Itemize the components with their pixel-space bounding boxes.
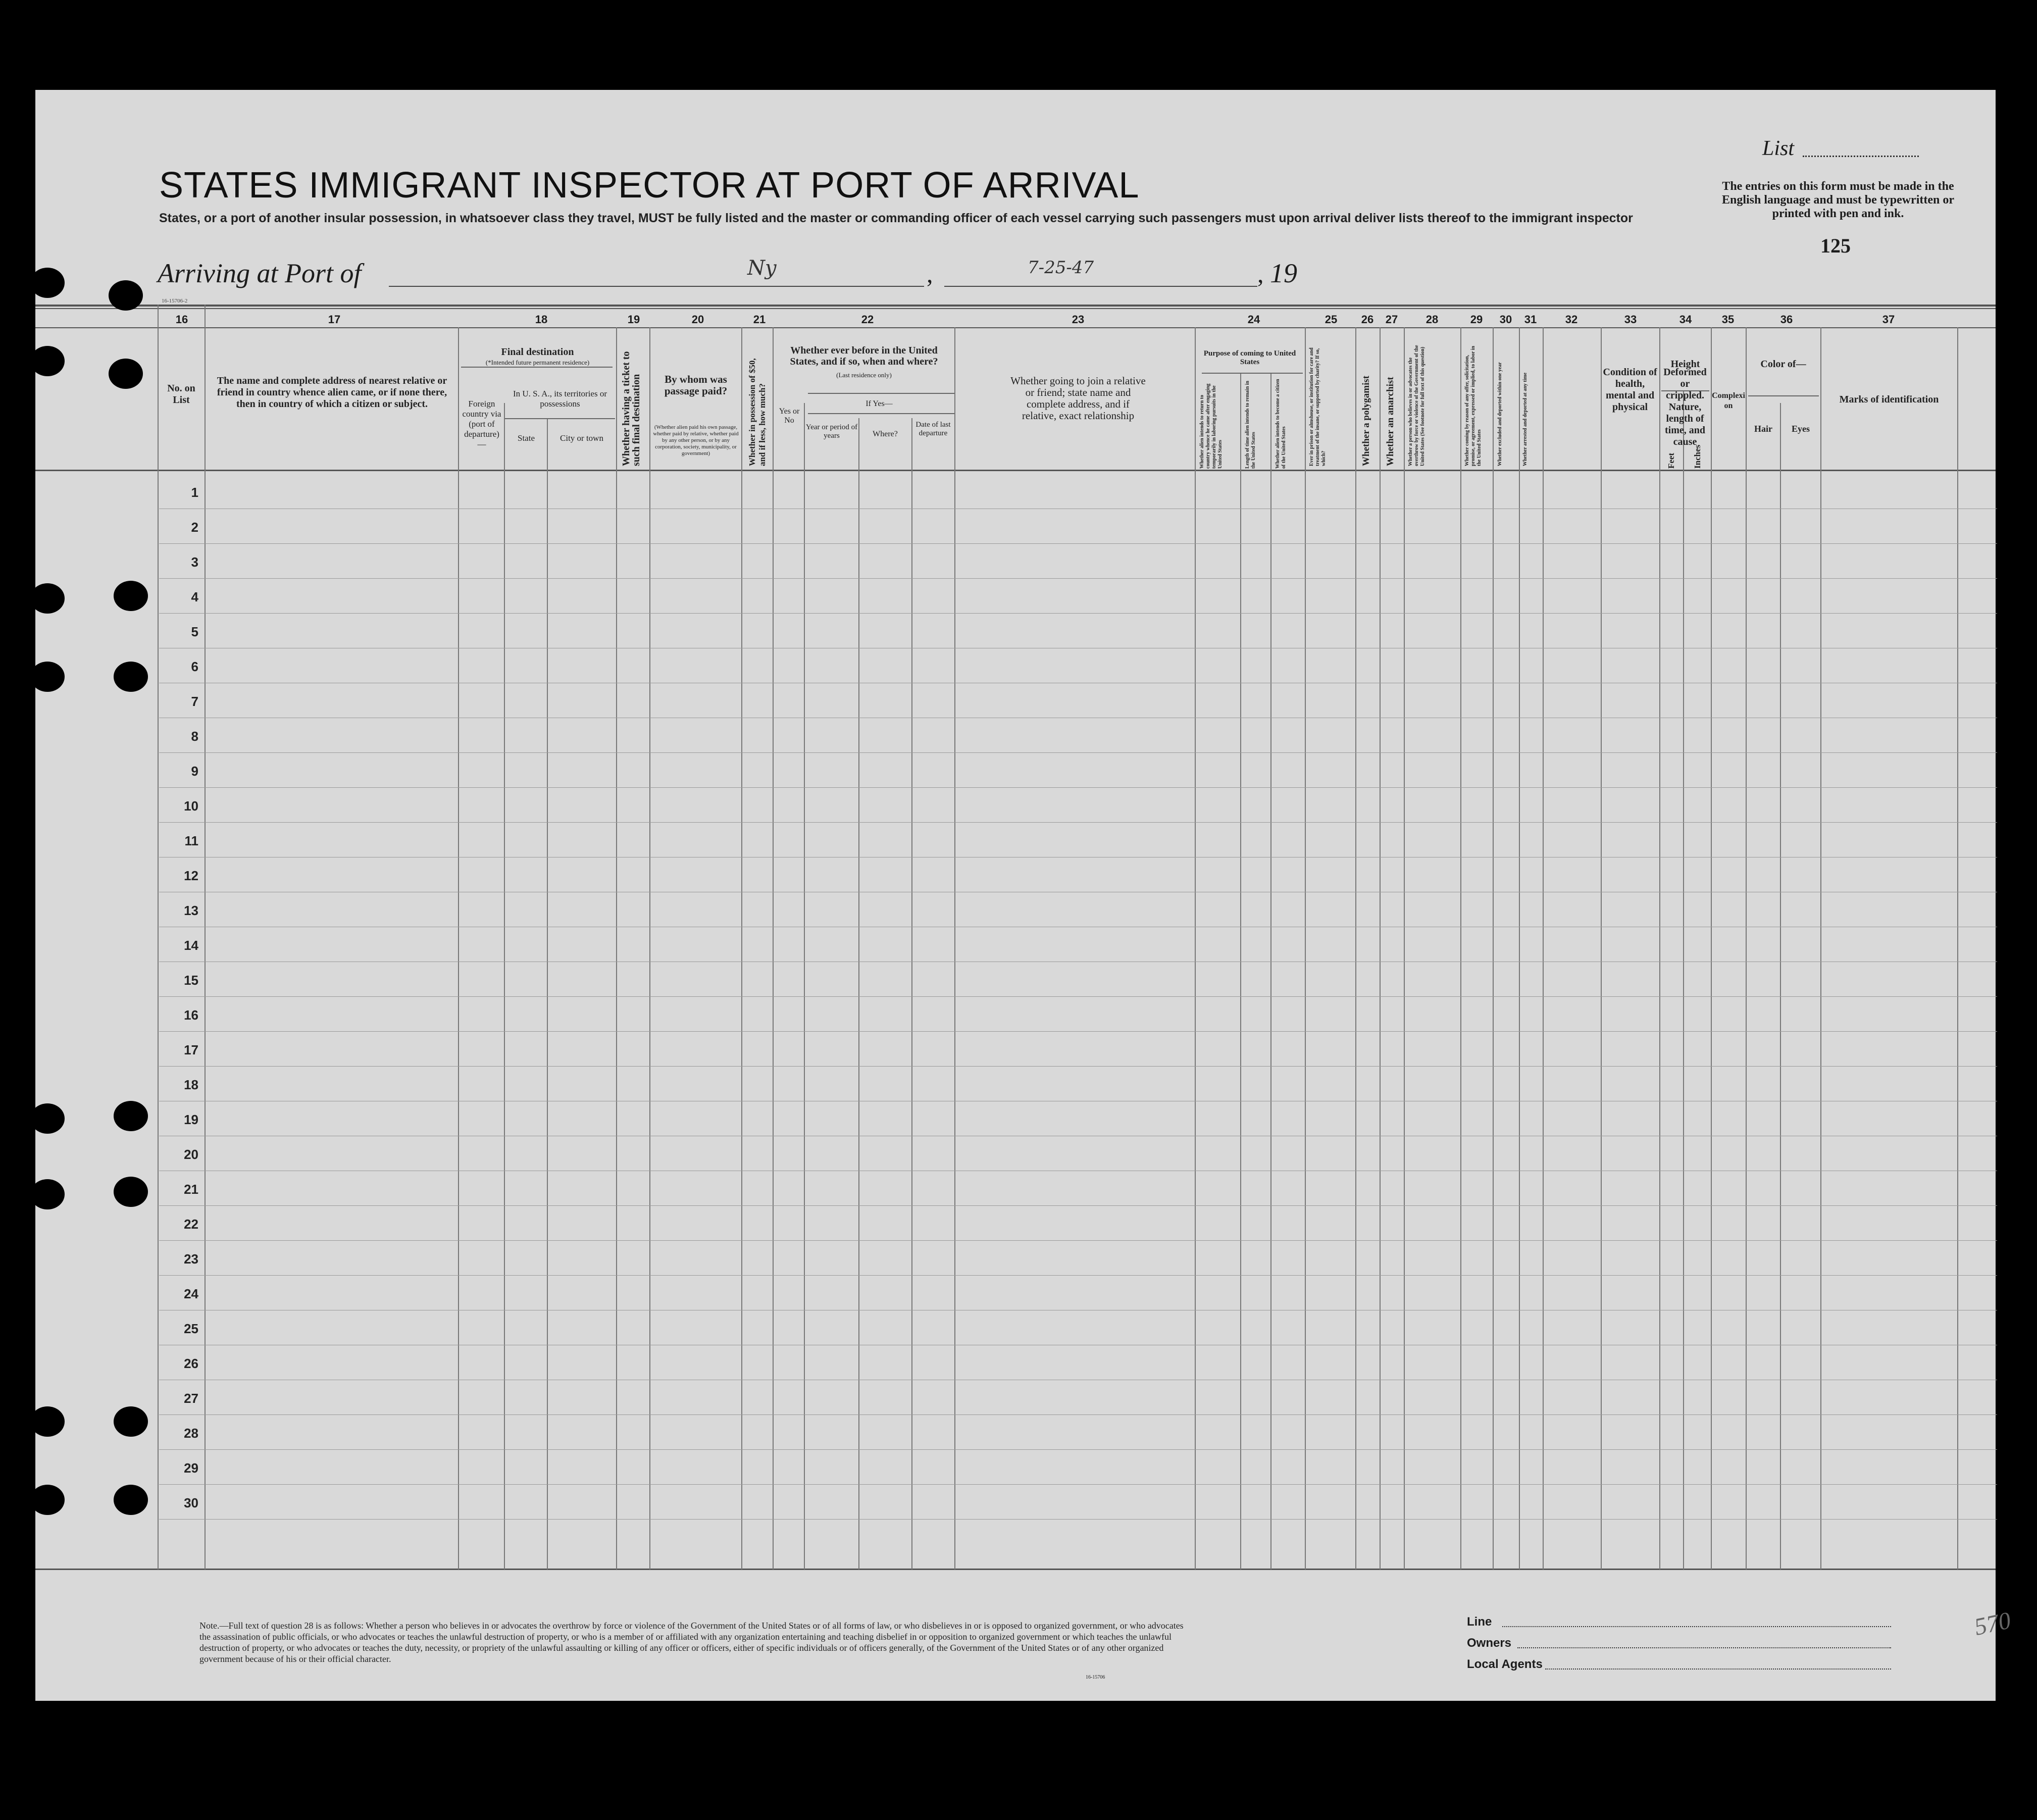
header-polygamist: Whether a polygamist [1361,375,1371,466]
row-number: 22 [184,1217,198,1232]
table-bottom-rule [35,1569,1996,1570]
row-rule [159,578,1997,579]
footnote-question-28: Note.—Full text of question 28 is as follows: Whether a person who believes in or advocates the overthrow by force or violence of the Government of the United States or of all forms of law, or who disbelieves in or is opposed to organized government, or who advocates the assassination of public officials, or who advocates or teaches the unlawful destruction of property, or who is a member of or affiliated with any organization entertaining and teaching disbelief in or opposition to organized government or which teaches the unlawful destruction of property, or who advocates or teaches the duty, necessity, or propriety of the unlawful assaulting or killing of any officer or officers, either of specific individuals or of officers generally, of the Government of the United States or of any other organized government because of his or their official character. [199,1621,1184,1664]
row-rule [159,1484,1997,1485]
vline [1380,327,1381,1570]
date-handwritten: 7-25-47 [1028,258,1094,278]
header-foreign-country: Foreign country via (port of departure)— [462,399,501,449]
row-rule [159,1240,1997,1241]
subrule [461,367,613,368]
header-yes-no: Yes or No [779,407,800,425]
header-final-destination: Final destination [501,346,574,358]
date-field[interactable] [944,286,1257,287]
vline [616,327,617,1570]
header-feet: Feet [1666,452,1676,469]
colnum-29: 29 [1470,313,1483,326]
subrule [1748,395,1819,396]
subrule [505,418,615,419]
row-number: 19 [184,1112,198,1127]
row-rule [159,1449,1997,1450]
row-rule [159,787,1997,788]
form-code-bottom: 16-15706 [1086,1675,1105,1680]
vline [649,327,650,1570]
header-color-of: Color of— [1760,359,1806,370]
header-passage-paid: By whom was passage paid? [664,373,728,397]
vline [911,418,912,1570]
owners-label: Owners [1467,1636,1512,1650]
punch-hole [30,1179,65,1209]
row-rule [159,1066,1997,1067]
header-year-period: Year or period of years [805,423,858,440]
punch-hole [114,1101,148,1131]
row-number: 2 [191,520,198,535]
line-label: Line [1467,1615,1492,1629]
vline [1543,327,1544,1570]
vline [1659,327,1660,1570]
header-going-to-join: Whether going to join a relative or friend; state name and complete address, and if relative, exact relationship [1010,375,1146,422]
header-final-destination-note: (*Intended future permanent residence) [485,359,590,366]
row-number: 29 [184,1460,198,1476]
punch-hole [30,268,65,298]
colnum-24: 24 [1247,313,1260,326]
colnum-23: 23 [1072,313,1085,326]
row-number: 30 [184,1495,198,1510]
vline [954,327,955,1570]
list-number-field[interactable] [1803,156,1919,157]
header-rule-top [35,305,1996,307]
header-overthrow: Whether a person who believes in or advocates the overthrow by force or violence of the Government of the United States (See footnote for full text of this question) [1408,345,1425,466]
subrule [808,413,954,414]
punch-hole [114,1485,148,1515]
row-rule [159,1275,1997,1276]
vline [1404,327,1405,1570]
row-number: 5 [191,624,198,639]
row-number: 3 [191,554,198,570]
row-number: 24 [184,1286,198,1301]
manifest-sheet [35,90,2013,1701]
punch-hole [114,1177,148,1207]
vline [1957,327,1958,1570]
vline [1270,373,1271,1570]
header-where: Where? [873,430,898,438]
colnum-18: 18 [535,313,548,326]
colnum-20: 20 [691,313,704,326]
colnum-30: 30 [1499,313,1512,326]
vline [1519,327,1520,1570]
vline [858,418,859,1570]
colnum-21: 21 [753,313,766,326]
row-number: 27 [184,1391,198,1406]
header-fifty-dollars: Whether in possession of $50, and if less, how much? [747,358,767,466]
colnum-rule [35,327,1996,328]
vline [1820,327,1821,1570]
punch-hole [114,662,148,692]
row-number: 12 [184,868,198,883]
row-number: 17 [184,1042,198,1057]
page-number: 125 [1820,234,1851,257]
header-rule-top-2 [35,308,1996,309]
header-arrested: Whether arrested and deported at any time [1522,372,1528,466]
row-number: 7 [191,694,198,709]
colnum-27: 27 [1385,313,1398,326]
colnum-17: 17 [328,313,341,326]
header-deformed: Deformed or crippled. Nature, length of time, and cause [1663,367,1707,447]
header-purpose-citizen: Whether alien intends to become a citizen of the United States [1275,379,1287,469]
header-nearest-relative: The name and complete address of nearest relative or friend in country whence alien came, or if none there, then in country of which a citizen or subject. [217,375,447,410]
punch-hole [109,280,143,311]
row-number: 23 [184,1251,198,1267]
row-number: 10 [184,798,198,814]
header-passage-note: (Whether alien paid his own passage, whether paid by relative, whether paid by any other person, or by any corporation, society, municipality, or government) [653,424,739,457]
local-agents-field[interactable] [1545,1669,1891,1670]
row-rule [159,1205,1997,1206]
row-rule [159,1031,1997,1032]
margin-annotation: 570 [1972,1607,2013,1641]
colnum-25: 25 [1325,313,1338,326]
subrule [1202,373,1303,374]
vline [773,327,774,1570]
colnum-36: 36 [1780,313,1793,326]
page-title: STATES IMMIGRANT INSPECTOR AT PORT OF ARRIVAL [159,165,1140,206]
row-rule [159,996,1997,997]
vline [1460,327,1461,1570]
colnum-37: 37 [1882,313,1895,326]
vline [1711,327,1712,1570]
row-rule [159,543,1997,544]
header-rule-bottom [35,470,1996,471]
header-prison: Ever in prison or almshouse, or institution for care and treatment of the insane, or supported by charity? If so, which? [1309,347,1327,466]
punch-hole [114,1406,148,1437]
vline [1601,327,1602,1570]
header-complexion: Complexion [1712,391,1745,410]
colnum-31: 31 [1524,313,1537,326]
row-number: 21 [184,1182,198,1197]
header-ever-before: Whether ever before in the United States, and if so, when and where? [790,345,938,367]
vline [458,327,459,1570]
header-excluded: Whether excluded and deported within one year [1497,362,1503,466]
colnum-26: 26 [1361,313,1374,326]
vline [1355,327,1356,1570]
colnum-33: 33 [1624,313,1637,326]
punch-hole [30,583,65,614]
row-number: 25 [184,1321,198,1336]
owners-field[interactable] [1517,1647,1891,1648]
vline [1683,390,1684,1570]
vline [1746,327,1747,1570]
header-marks: Marks of identification [1839,394,1939,405]
header-hair: Hair [1754,424,1772,434]
local-agents-label: Local Agents [1467,1657,1543,1671]
colnum-35: 35 [1721,313,1735,326]
row-rule [159,752,1997,753]
row-number: 26 [184,1356,198,1371]
row-number: 20 [184,1147,198,1162]
row-number: 4 [191,589,198,604]
row-number: 16 [184,1007,198,1023]
form-notice: The entries on this form must be made in the English language and must be typewritten or printed with pen and ink. [1721,180,1955,220]
vline [547,418,548,1570]
header-last-residence: (Last residence only) [836,371,892,379]
row-rule [159,822,1997,823]
header-health: Condition of health, mental and physical [1603,367,1657,413]
header-ticket: Whether having a ticket to such final destination [621,351,642,466]
port-field[interactable] [389,286,924,287]
colnum-32: 32 [1565,313,1578,326]
header-state: State [518,433,535,443]
colnum-34: 34 [1679,313,1692,326]
row-number: 18 [184,1077,198,1092]
header-purpose-return: Whether alien intends to return to country whence he came after engaging temporarily in laboring pursuits in the United States [1199,383,1223,469]
row-number: 6 [191,659,198,674]
header-inches: Inches [1693,444,1702,469]
punch-hole [109,359,143,389]
comma-2: , [1257,260,1264,288]
punch-hole [30,1103,65,1134]
list-label: List [1762,137,1795,160]
row-number: 13 [184,903,198,918]
year-prefix: 19 [1270,258,1297,288]
header-city: City or town [560,433,603,443]
form-code-top: 16-15706-2 [162,298,188,304]
header-height: Height [1670,359,1700,370]
row-rule [159,1519,1997,1520]
vline [158,305,159,1570]
arriving-label: Arriving at Port of [158,258,362,288]
punch-hole [114,581,148,611]
row-number: 1 [191,485,198,500]
row-rule [159,613,1997,614]
header-anarchist: Whether an anarchist [1385,377,1396,466]
punch-hole [30,346,65,376]
row-number: 15 [184,973,198,988]
punch-hole [30,1406,65,1437]
vline [741,327,742,1570]
colnum-19: 19 [627,313,640,326]
header-in-usa: In U. S. A., its territories or possessions [513,389,607,409]
row-rule [159,1414,1997,1415]
vline [1195,327,1196,1570]
row-number: 11 [184,833,198,848]
row-number: 14 [184,938,198,953]
vline [1493,327,1494,1570]
header-no-on-list: No. on List [167,383,195,406]
colnum-28: 28 [1425,313,1439,326]
header-date-departure: Date of last departure [915,421,951,437]
punch-hole [30,662,65,692]
header-eyes: Eyes [1792,424,1810,434]
line-field[interactable] [1502,1626,1891,1627]
punch-hole [30,1485,65,1515]
comma-1: , [927,260,933,288]
header-if-yes: If Yes— [865,399,893,408]
colnum-16: 16 [175,313,188,326]
subrule [808,393,954,394]
header-labor-offer: Whether coming by reason of any offer, solicitation, promise, or agreement, expressed or implied, to labor in the United States [1464,345,1482,466]
row-number: 28 [184,1426,198,1441]
row-number: 8 [191,729,198,744]
header-purpose-length: Length of time alien intends to remain in the United States [1245,381,1256,469]
vline [1240,373,1241,1570]
vline [1305,327,1306,1570]
port-handwritten: Ny [747,257,777,280]
colnum-22: 22 [861,313,874,326]
row-number: 9 [191,764,198,779]
page-subtitle: States, or a port of another insular possession, in whatsoever class they travel, MUST be fully listed and the master or commanding officer of each vessel carrying such passengers must upon arrival deliver lists thereof to the immigrant inspector [159,211,1633,225]
header-purpose: Purpose of coming to United States [1203,349,1296,366]
